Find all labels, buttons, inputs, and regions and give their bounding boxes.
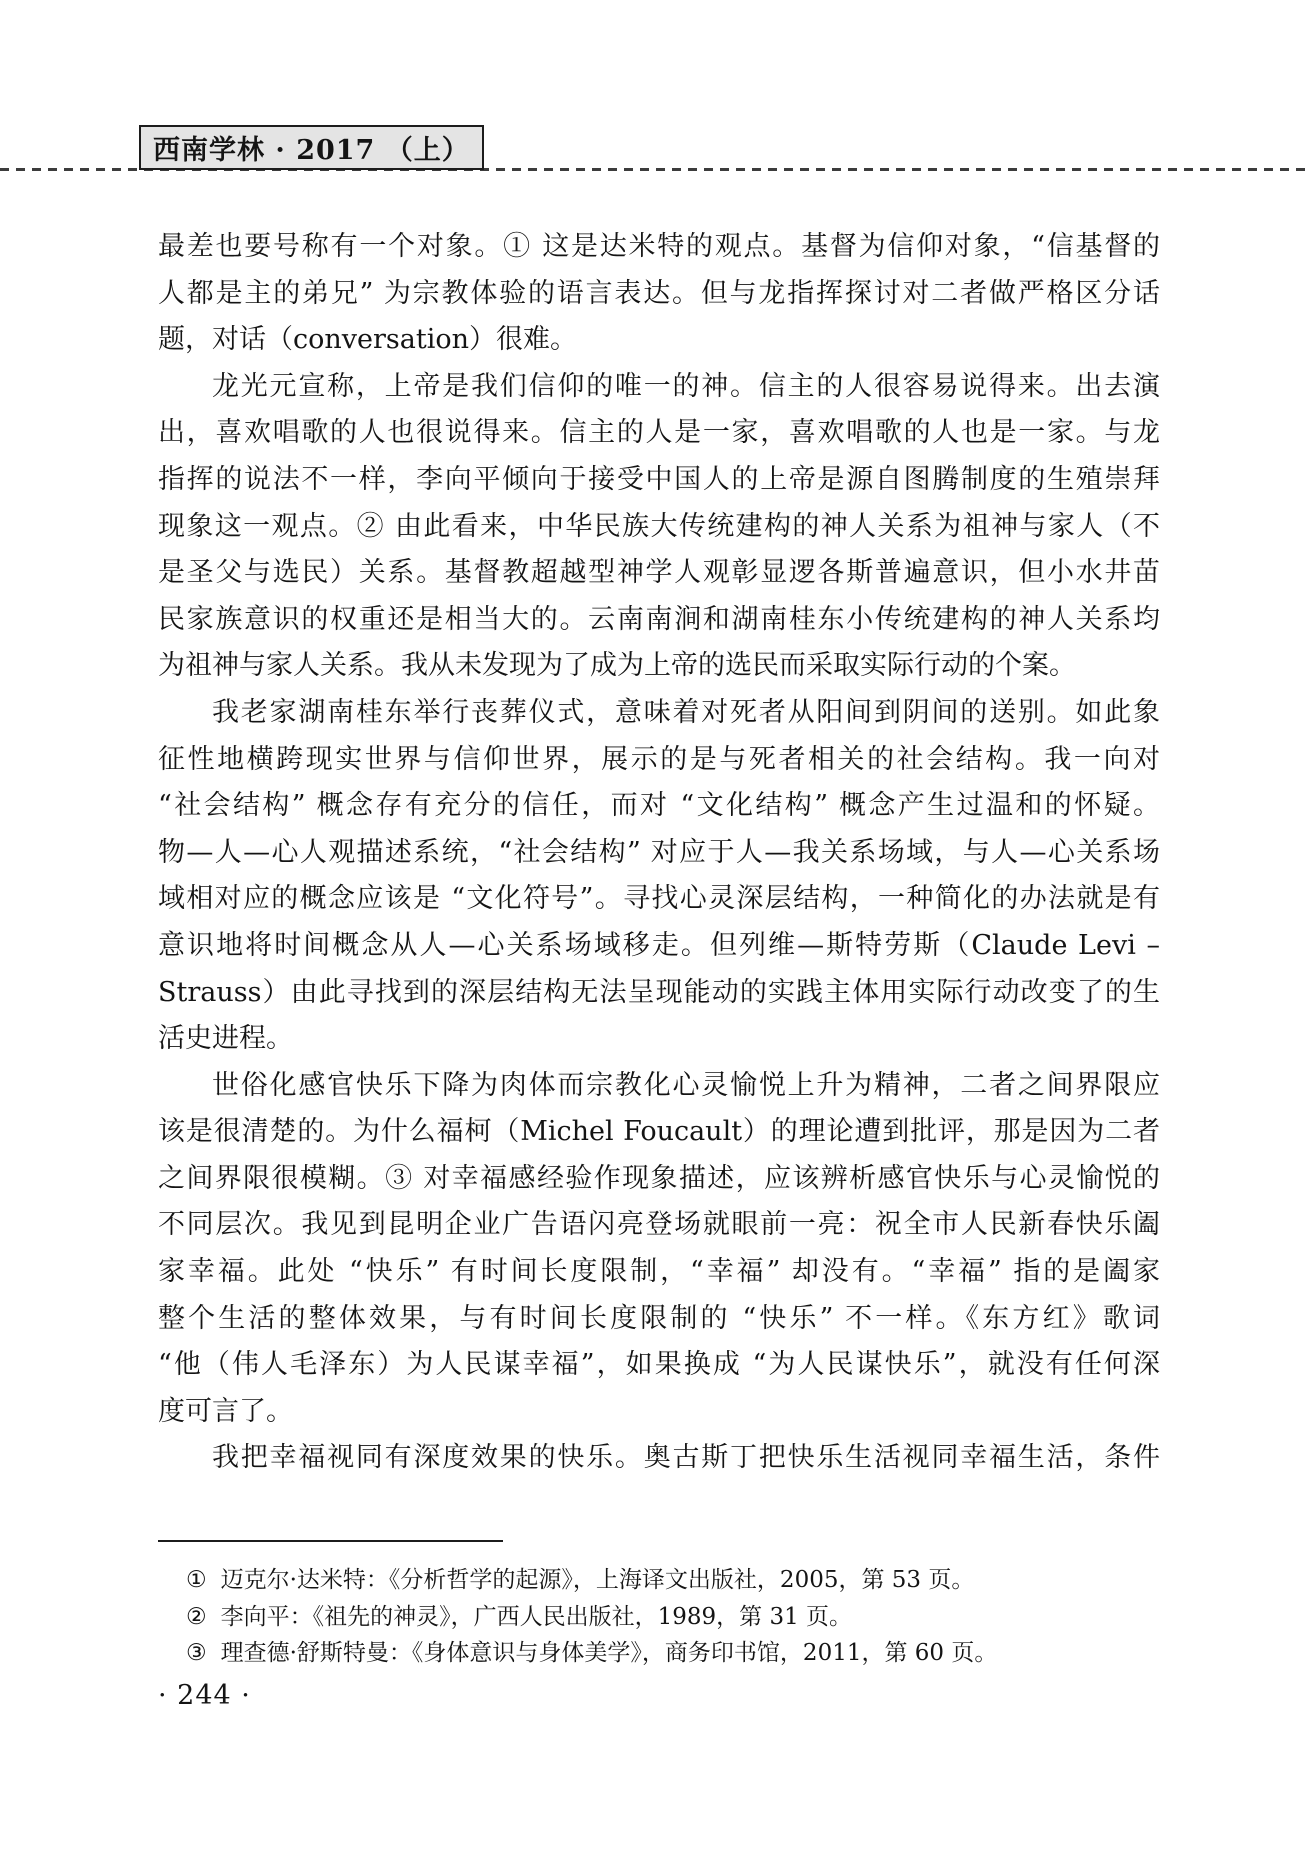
- footnote-text: 迈克尔·达米特：《分析哲学的起源》，上海译文出版社，2005，第 53 页。: [220, 1567, 975, 1593]
- text-line: Strauss）由此寻找到的深层结构无法呈现能动的实践主体用实际行动改变了的生: [158, 976, 1160, 1008]
- footnote-marker: ①: [186, 1567, 207, 1593]
- text-line: 物—人—心人观描述系统，“社会结构” 对应于人—我关系场域，与人—心关系场: [158, 836, 1160, 868]
- text-line: 是圣父与选民）关系。基督教超越型神学人观彰显逻各斯普遍意识，但小水井苗: [158, 557, 1160, 589]
- text-line: 指挥的说法不一样，李向平倾向于接受中国人的上帝是源自图腾制度的生殖崇拜: [158, 463, 1160, 495]
- text-line: 度可言了。: [158, 1395, 293, 1427]
- footnote-marker: ③: [186, 1640, 207, 1666]
- paragraph: [158, 364, 1160, 690]
- text-line: 我把幸福视同有深度效果的快乐。奥古斯丁把快乐生活视同幸福生活，条件: [212, 1442, 1160, 1474]
- footnote-rule: [158, 1540, 503, 1542]
- text-line: 该是很清楚的。为什么福柯（Michel Foucault）的理论遭到批评，那是因为二者: [158, 1116, 1160, 1148]
- footnote-text: 李向平：《祖先的神灵》，广西人民出版社，1989，第 31 页。: [220, 1603, 853, 1630]
- text-line: 最差也要号称有一个对象。① 这是达米特的观点。基督为信仰对象，“信基督的: [158, 231, 1160, 262]
- text-line: 我老家湖南桂东举行丧葬仪式，意味着对死者从阳间到阴间的送别。如此象: [212, 696, 1160, 728]
- text-line: 民家族意识的权重还是相当大的。云南南涧和湖南桂东小传统建构的神人关系均: [158, 603, 1160, 635]
- page-number: · 244 ·: [158, 1680, 251, 1711]
- text-line: 龙光元宣称，上帝是我们信仰的唯一的神。信主的人很容易说得来。出去演: [212, 370, 1160, 402]
- footnote: [158, 1635, 1160, 1672]
- text-line: “他（伟人毛泽东）为人民谋幸福”，如果换成 “为人民谋快乐”，就没有任何深: [158, 1349, 1160, 1381]
- text-line: 意识地将时间概念从人—心关系场域移走。但列维—斯特劳斯（Claude Levi –: [158, 929, 1160, 961]
- footnotes: [158, 1562, 1160, 1672]
- footnote: [158, 1562, 1160, 1599]
- text-line: 整个生活的整体效果，与有时间长度限制的 “快乐” 不一样。《东方红》歌词: [158, 1302, 1160, 1334]
- paragraph: [158, 1063, 1160, 1436]
- journal-title: 西南学林 · 2017 （上）: [153, 135, 470, 166]
- text-line: 为祖神与家人关系。我从未发现为了成为上帝的选民而采取实际行动的个案。: [158, 650, 1076, 682]
- footnote-marker: ②: [186, 1603, 207, 1630]
- text-line: 域相对应的概念应该是 “文化符号”。寻找心灵深层结构，一种简化的办法就是有: [158, 883, 1160, 915]
- text-line: 题，对话（conversation）很难。: [158, 324, 577, 356]
- text-line: 不同层次。我见到昆明企业广告语闪亮登场就眼前一亮：祝全市人民新春快乐阖: [158, 1209, 1160, 1241]
- text-line: 出，喜欢唱歌的人也很说得来。信主的人是一家，喜欢唱歌的人也是一家。与龙: [158, 417, 1160, 449]
- text-line: 世俗化感官快乐下降为肉体而宗教化心灵愉悦上升为精神，二者之间界限应: [212, 1069, 1160, 1101]
- footnote-text: 理查德·舒斯特曼：《身体意识与身体美学》，商务印书馆，2011，第 60 页。: [220, 1640, 998, 1666]
- text-line: 之间界限很模糊。③ 对幸福感经验作现象描述，应该辨析感官快乐与心灵愉悦的: [158, 1162, 1160, 1194]
- text-line: “社会结构” 概念存有充分的信任，而对 “文化结构” 概念产生过温和的怀疑。: [158, 790, 1160, 822]
- paragraph: [158, 1435, 1160, 1482]
- journal-title-badge: [139, 125, 484, 170]
- footnote: [158, 1599, 1160, 1636]
- text-line: 活史进程。: [158, 1023, 293, 1055]
- paragraph: [158, 224, 1160, 364]
- text-line: 现象这一观点。② 由此看来，中华民族大传统建构的神人关系为祖神与家人（不: [158, 510, 1160, 542]
- text-line: 家幸福。此处 “快乐” 有时间长度限制，“幸福” 却没有。“幸福” 指的是阖家: [158, 1256, 1160, 1288]
- article-body: [158, 224, 1160, 1482]
- text-line: 人都是主的弟兄” 为宗教体验的语言表达。但与龙指挥探讨对二者做严格区分话: [158, 277, 1160, 309]
- paragraph: [158, 690, 1160, 1063]
- text-line: 征性地横跨现实世界与信仰世界，展示的是与死者相关的社会结构。我一向对: [158, 743, 1160, 775]
